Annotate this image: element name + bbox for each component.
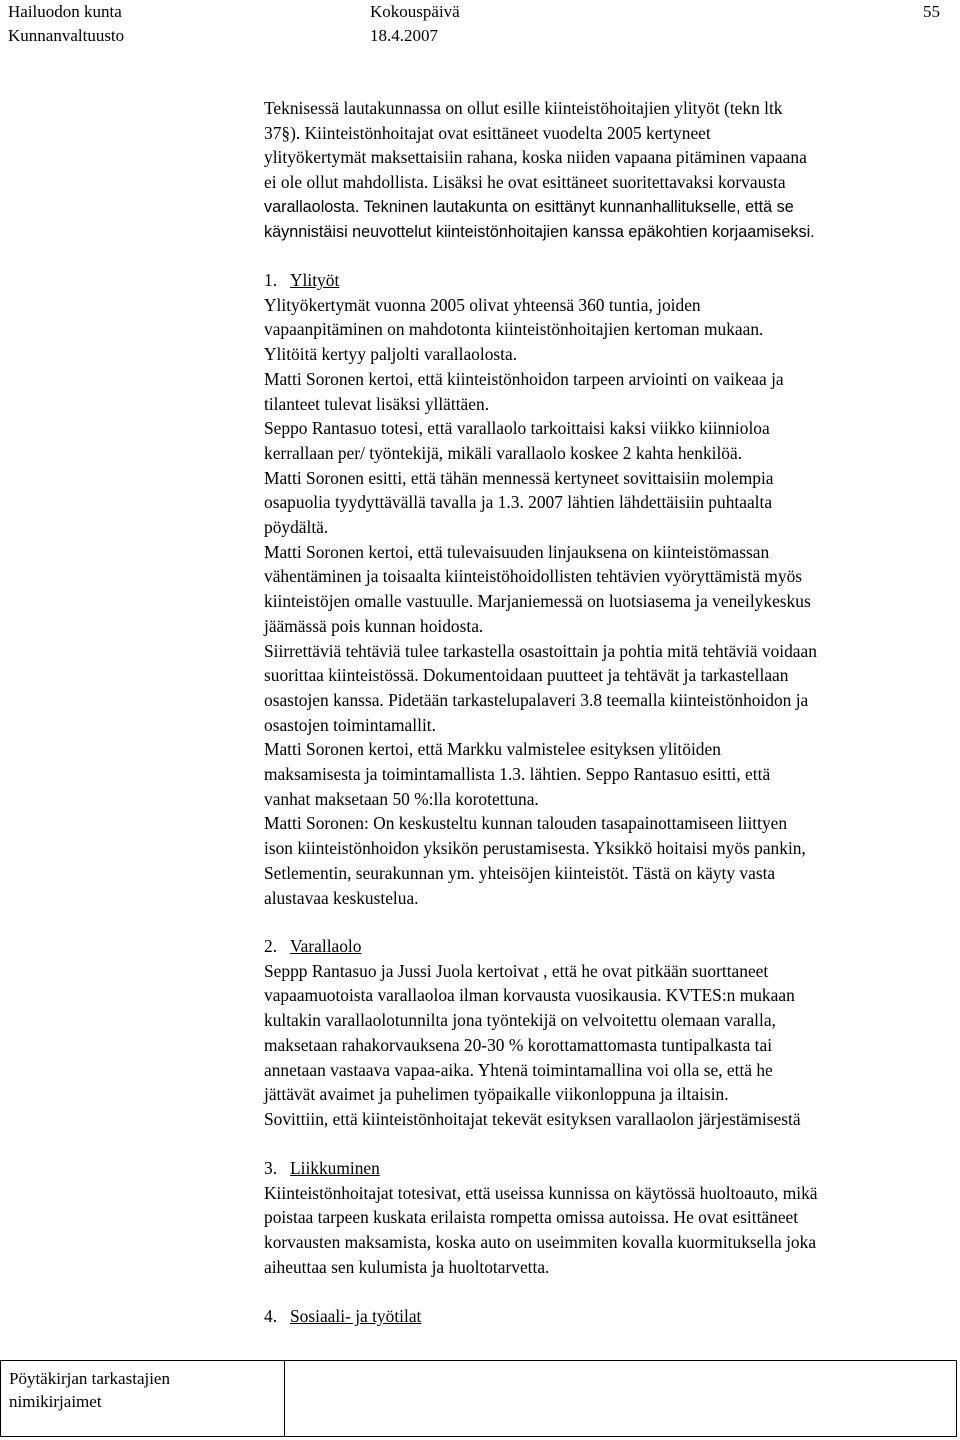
paragraph-line: Sovittiin, että kiinteistönhoitajat tekevät esityksen varallaolon järjestämisestä bbox=[264, 1108, 801, 1129]
section-heading bbox=[264, 1156, 954, 1181]
paragraph-line: alustavaa keskustelua. bbox=[264, 887, 419, 908]
paragraph-line: Kiinteistönhoitajat totesivat, että useissa kunnissa on käytössä huoltoauto, mikä bbox=[264, 1182, 818, 1203]
paragraph-line: kultakin varallaolotunnilta jona työntekijä on velvoitettu olemaan varalla, bbox=[264, 1010, 776, 1031]
municipality-name: Hailuodon kunta bbox=[8, 2, 122, 21]
section-number: 2. bbox=[264, 936, 278, 956]
paragraph-line: maksamisesta ja toimintamallista 1.3. lähtien. Seppo Rantasuo esitti, että bbox=[264, 764, 771, 785]
paragraph-line: kerrallaan per/ työntekijä, mikäli varallaolo koskee 2 kahta henkilöä. bbox=[264, 442, 743, 463]
section-ylityot bbox=[264, 268, 954, 910]
paragraph-line: Matti Soronen kertoi, että tulevaisuuden linjauksena on kiinteistömassan bbox=[264, 541, 770, 562]
council-name: Kunnanvaltuusto bbox=[8, 26, 125, 45]
footer-initials-box bbox=[0, 1360, 957, 1437]
paragraph-line: ison kiinteistönhoidon yksikön perustamisesta. Yksikkö hoitaisi myös pankin, bbox=[264, 838, 806, 859]
paragraph-line: Matti Soronen kertoi, että Markku valmistelee esityksen ylitöiden bbox=[264, 739, 721, 760]
paragraph-line: Matti Soronen kertoi, että kiinteistönhoidon tarpeen arviointi on vaikeaa ja bbox=[264, 368, 784, 389]
section-title: Sosiaali- ja työtilat bbox=[290, 1306, 422, 1326]
paragraph-line: jäämässä pois kunnan hoidosta. bbox=[264, 615, 484, 636]
paragraph-line: Seppp Rantasuo ja Jussi Juola kertoivat , että he ovat pitkään suorttaneet bbox=[264, 960, 769, 981]
paragraph-line: vapaanpitäminen on mahdotonta kiinteistönhoitajien kertoman mukaan. bbox=[264, 319, 764, 340]
paragraph-line: maksetaan rahakorvauksena 20-30 % korottamattomasta tuntipalkasta tai bbox=[264, 1034, 773, 1055]
paragraph-line: osastojen toimintamallit. bbox=[264, 714, 436, 735]
paragraph-line: poistaa tarpeen kuskata erilaista rompetta omissa autoissa. He ovat esittäneet bbox=[264, 1207, 799, 1228]
intro-line: varallaolosta. Tekninen lautakunta on esittänyt kunnanhallitukselle, että se bbox=[264, 197, 794, 216]
intro-line: 37§). Kiinteistönhoitajat ovat esittäneet vuodelta 2005 kertyneet bbox=[264, 122, 711, 143]
paragraph-line: Matti Soronen esitti, että tähän mennessä kertyneet sovittaisiin molempia bbox=[264, 467, 774, 488]
paragraph-line: suorittaa kiinteistössä. Dokumentoidaan puutteet ja tehtävät ja tarkastellaan bbox=[264, 665, 789, 686]
section-number: 1. bbox=[264, 270, 278, 290]
intro-line: käynnistäisi neuvottelut kiinteistönhoitajien kanssa epäkohtien korjaamiseksi. bbox=[264, 222, 815, 241]
paragraph-line: Seppo Rantasuo totesi, että varallaolo tarkoittaisi kaksi viikko kiinnioloa bbox=[264, 418, 770, 439]
paragraph-line: Matti Soronen: On keskusteltu kunnan talouden tasapainottamiseen liittyen bbox=[264, 813, 788, 834]
intro-line: Teknisessä lautakunnassa on ollut esille kiinteistöhoitajien ylityöt (tekn ltk bbox=[264, 98, 783, 118]
footer-label-line: nimikirjaimet bbox=[9, 1392, 102, 1411]
paragraph-line: annetaan vastaava vapaa-aika. Yhtenä toimintamallina voi olla se, että he bbox=[264, 1059, 773, 1080]
section-heading bbox=[264, 268, 954, 293]
section-title: Ylityöt bbox=[290, 270, 340, 290]
paragraph-line: vanhat maksetaan 50 %:lla korotettuna. bbox=[264, 788, 539, 809]
paragraph-line: kiinteistöjen omalle vastuulle. Marjaniemessä on luotsiasema ja veneilykeskus bbox=[264, 591, 811, 612]
footer-label-cell bbox=[1, 1361, 285, 1436]
paragraph-line: osastojen kanssa. Pidetään tarkastelupalaveri 3.8 teemalla kiinteistönhoidon ja bbox=[264, 689, 809, 710]
paragraph-line: korvausten maksamista, koska auto on useimmiten kovalla kuormituksella joka bbox=[264, 1232, 817, 1253]
section-varallaolo bbox=[264, 934, 954, 1132]
page-number: 55 bbox=[923, 2, 940, 21]
header-center bbox=[370, 0, 460, 48]
intro-line: ei ole ollut mahdollista. Lisäksi he ovat esittäneet suoritettavaksi korvausta bbox=[264, 172, 786, 193]
intro-line: ylityökertymät maksettaisiin rahana, koska niiden vapaana pitäminen vapaana bbox=[264, 147, 807, 168]
paragraph-line: Ylitöitä kertyy paljolti varallaolosta. bbox=[264, 344, 518, 365]
paragraph-line: jättävät avaimet ja puhelimen työpaikalle viikonloppuna ja iltaisin. bbox=[264, 1084, 729, 1105]
paragraph-line: vapaamuotoista varallaoloa ilman korvausta vuosikausia. KVTES:n mukaan bbox=[264, 985, 795, 1006]
paragraph-line: Ylityökertymät vuonna 2005 olivat yhteensä 360 tuntia, joiden bbox=[264, 294, 701, 315]
section-liikkuminen bbox=[264, 1156, 954, 1280]
meeting-date: 18.4.2007 bbox=[370, 26, 438, 45]
header-left bbox=[8, 0, 124, 48]
paragraph-line: aiheuttaa sen kulumista ja huoltotarvetta. bbox=[264, 1256, 550, 1277]
meeting-date-label: Kokouspäivä bbox=[370, 2, 460, 21]
section-number: 4. bbox=[264, 1306, 278, 1326]
section-number: 3. bbox=[264, 1158, 278, 1178]
section-heading bbox=[264, 934, 954, 959]
intro-paragraph bbox=[264, 96, 954, 244]
paragraph-line: tilanteet tulevat lisäksi yllättäen. bbox=[264, 393, 490, 414]
section-heading bbox=[264, 1304, 954, 1329]
section-title: Varallaolo bbox=[290, 936, 362, 956]
section-sosiaali-ja-tyotilat bbox=[264, 1304, 954, 1329]
paragraph-line: Siirrettäviä tehtäviä tulee tarkastella osastoittain ja pohtia mitä tehtäviä voidaan bbox=[264, 640, 817, 661]
paragraph-line: Setlementin, seurakunnan ym. yhteisöjen kiinteistöt. Tästä on käyty vasta bbox=[264, 862, 776, 883]
paragraph-line: osapuolia tyydyttävällä tavalla ja 1.3. 2007 lähtien lähdettäisiin puhtaalta bbox=[264, 492, 773, 513]
paragraph-line: vähentäminen ja toisaalta kiinteistöhoidollisten tehtävien vyöryttämistä myös bbox=[264, 566, 803, 587]
paragraph-line: pöydältä. bbox=[264, 517, 329, 538]
section-title: Liikkuminen bbox=[290, 1158, 380, 1178]
footer-label-line: Pöytäkirjan tarkastajien bbox=[9, 1369, 170, 1388]
